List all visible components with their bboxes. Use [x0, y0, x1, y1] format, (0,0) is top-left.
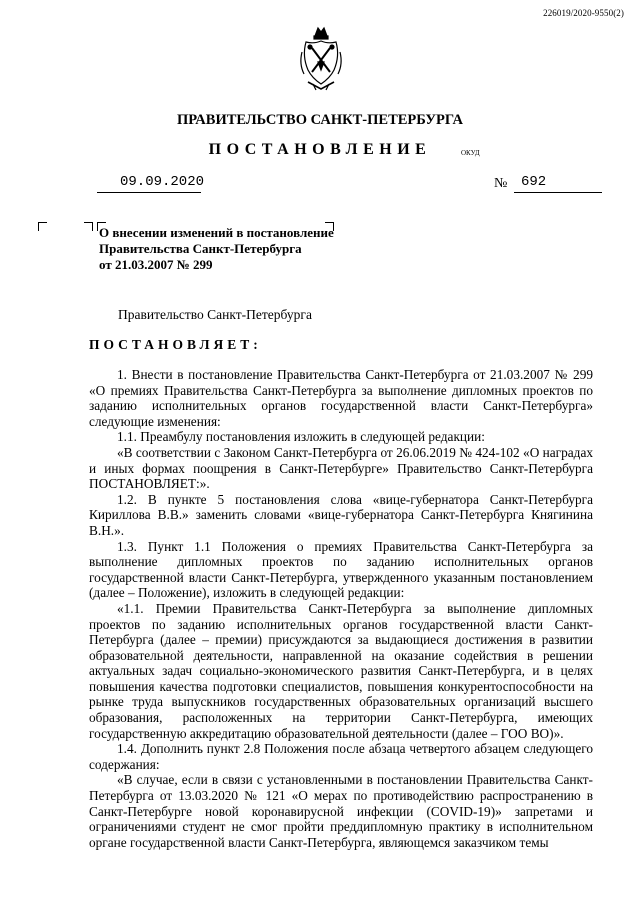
coat-of-arms-icon: [298, 26, 344, 92]
subject-line: О внесении изменений в постановление: [99, 225, 334, 240]
issuer-intro: Правительство Санкт-Петербурга: [118, 307, 312, 322]
subject-line: Правительства Санкт-Петербурга: [99, 241, 302, 256]
body-paragraph: 1. Внести в постановление Правительства Санкт-Петербурга от 21.03.2007 № 299 «О премиях Правительства Санкт-Петербурга за выполнение дипломных проектов по заданию исполнительных органов государственной власти Санкт-Петербурга» следующие изменения:: [89, 367, 593, 429]
document-body: [89, 367, 593, 850]
date-underline: [97, 192, 201, 193]
document-type: ПОСТАНОВЛЕНИЕ: [208, 141, 432, 158]
body-paragraph: «В случае, если в связи с установленными в постановлении Правительства Санкт-Петербурга от 13.03.2020 № 121 «О мерах по противодействию распространению в Санкт-Петербурге новой коронавирусной инфекции (COVID-19)» запретами и ограничениями студент не смог пройти преддипломную практику в исполнительном органе государственной власти Санкт-Петербурга, являющемся заказчиком темы: [89, 772, 593, 850]
document-number: 692: [521, 174, 547, 190]
corner-mark: [84, 222, 93, 231]
government-title: ПРАВИТЕЛЬСТВО САНКТ-ПЕТЕРБУРГА: [177, 112, 463, 128]
number-underline: [514, 192, 602, 193]
body-paragraph: 1.4. Дополнить пункт 2.8 Положения после абзаца четвертого абзацем следующего содержания:: [89, 741, 593, 772]
document-date: 09.09.2020: [120, 174, 205, 190]
okud-label: ОКУД: [461, 149, 480, 157]
body-paragraph: «1.1. Премии Правительства Санкт-Петербурга за выполнение дипломных проектов по заданию исполнительных органов государственной власти Санкт-Петербурга (далее – премии) присуждаются за выдающиеся достижения в развитии образовательной деятельности, направленной на оказание содействия в решении актуальных задач социально-экономического развития Санкт-Петербурга, и в целях повышения качества подготовки специалистов, повышения конкурентоспособности на рынке труда выпускников государственных образовательных организаций высшего образования, расположенных на территории Санкт-Петербурга, имеющих государственную аккредитацию образовательной деятельности (далее – ГОО ВО)».: [89, 600, 593, 741]
body-paragraph: 1.1. Преамбулу постановления изложить в следующей редакции:: [117, 429, 485, 445]
number-sign: №: [494, 176, 508, 191]
document-id: 226019/2020-9550(2): [543, 8, 624, 18]
subject-line: от 21.03.2007 № 299: [99, 257, 213, 272]
body-paragraph: 1.3. Пункт 1.1 Положения о премиях Правительства Санкт-Петербурга за выполнение дипломных проектов по заданию исполнительных органов государственной власти Санкт-Петербурга, утвержденного указанным постановлением (далее – Положение), изложить в следующей редакции:: [89, 538, 593, 601]
document-subject: [99, 225, 339, 273]
body-paragraph: 1.2. В пункте 5 постановления слова «вице-губернатора Санкт-Петербурга Кириллова В.В.» заменить словами «вице-губернатора Санкт-Петербурга Княгинина В.Н.».: [89, 491, 593, 538]
resolves-heading: ПОСТАНОВЛЯЕТ:: [89, 337, 262, 352]
body-paragraph: «В соответствии с Законом Санкт-Петербурга от 26.06.2019 № 424-102 «О наградах и иных формах поощрения в Санкт-Петербурге» Правительство Санкт-Петербурга ПОСТАНОВЛЯЕТ:».: [89, 444, 593, 492]
corner-mark: [38, 222, 47, 231]
